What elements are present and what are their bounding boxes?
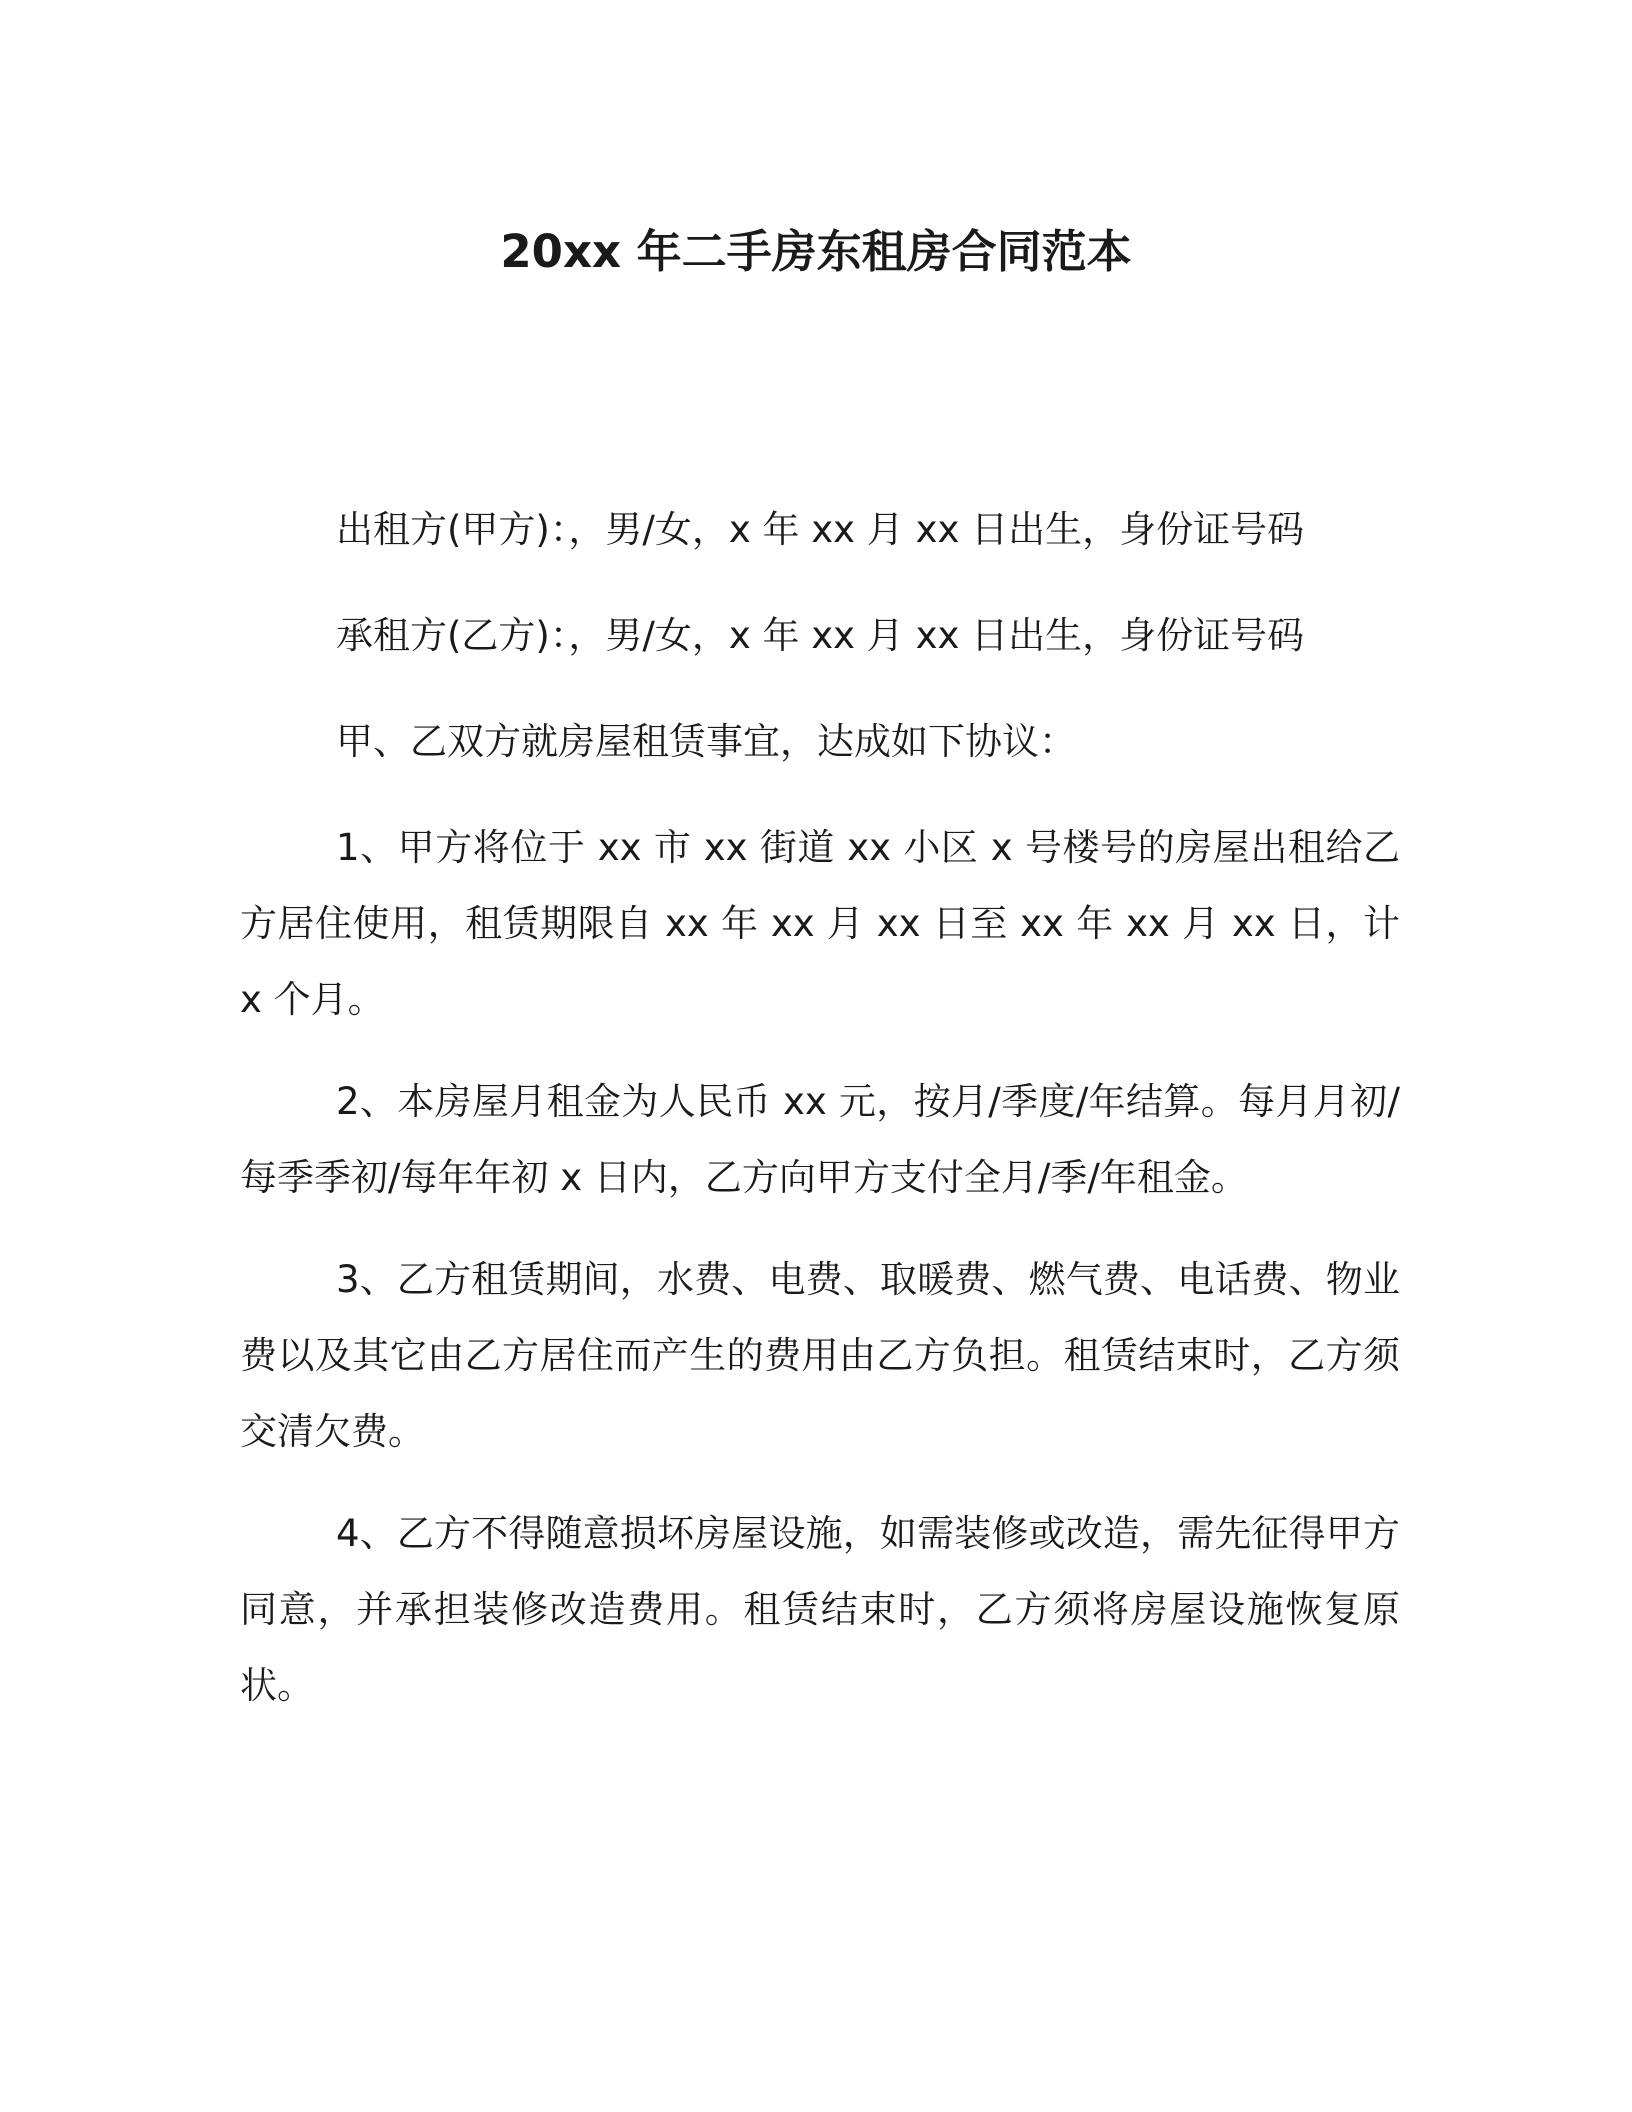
paragraph-agreement-intro: 甲、乙双方就房屋租赁事宜，达成如下协议： (336, 720, 1076, 763)
paragraph-clause-3: 3、乙方租赁期间，水费、电费、取暖费、燃气费、电话费、物业费以及其它由乙方居住而产生的费用由乙方负担。租赁结束时，乙方须交清欠费。 (240, 1258, 1400, 1453)
document-body (240, 492, 1400, 1750)
paragraph-lessee: 承租方(乙方)：，男/女，x 年 xx 月 xx 日出生，身份证号码 (336, 614, 1305, 657)
document-title: 20xx 年二手房东租房合同范本 (500, 225, 1132, 278)
paragraph-clause-1: 1、甲方将位于 xx 市 xx 街道 xx 小区 x 号楼号的房屋出租给乙方居住使用，租赁期限自 xx 年 xx 月 xx 日至 xx 年 xx 月 xx 日，计 x 个月。 (240, 826, 1400, 1021)
paragraph-clause-2: 2、本房屋月租金为人民币 xx 元，按月/季度/年结算。每月月初/每季季初/每年年初 x 日内，乙方向甲方支付全月/季/年租金。 (240, 1080, 1400, 1199)
paragraph-clause-4: 4、乙方不得随意损坏房屋设施，如需装修或改造，需先征得甲方同意，并承担装修改造费用。租赁结束时，乙方须将房屋设施恢复原状。 (240, 1512, 1400, 1707)
paragraph-lessor: 出租方(甲方)：，男/女，x 年 xx 月 xx 日出生，身份证号码 (336, 508, 1305, 551)
